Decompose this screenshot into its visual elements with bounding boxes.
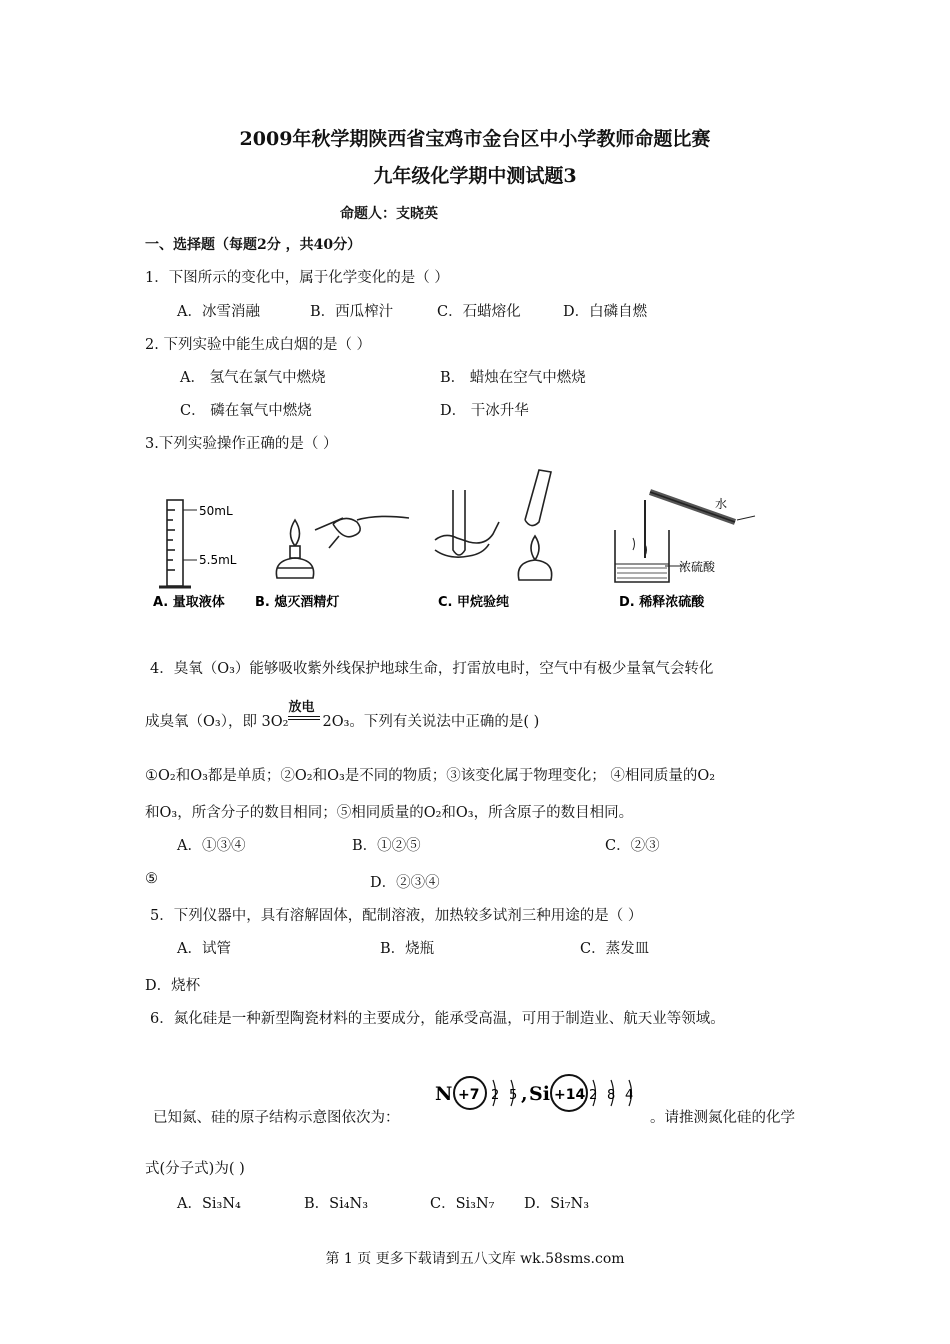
q4-line2-pre: 成臭氧（O₃），即 3O₂	[145, 714, 289, 730]
q2-stem: 2. 下列实验中能生成白烟的是（ ）	[145, 337, 372, 353]
q6-line1: 6．氮化硅是一种新型陶瓷材料的主要成分，能承受高温，可用于制造业、航天业等领域。	[150, 1011, 725, 1027]
q6-line3: 式(分子式)为( )	[145, 1161, 245, 1177]
q5-option-c: C．蒸发皿	[580, 941, 650, 957]
silicon-nucleus-charge: +14	[554, 1087, 586, 1103]
q6-line2-post: 。请推测氮化硅的化学	[650, 1110, 795, 1126]
section-heading: 一、选择题（每题2分 ，共40分）	[145, 237, 362, 253]
exam-title-line2: 九年级化学期中测试题3	[373, 165, 577, 187]
q4-line2-post: 2O₃。下列有关说法中正确的是( )	[322, 714, 540, 730]
caption-b: B. 熄灭酒精灯	[255, 595, 340, 610]
q4-option-c-cont: ⑤	[145, 871, 158, 887]
q1-option-c: C．石蜡熔化	[437, 304, 521, 320]
cylinder-label-5-5ml: 5.5mL	[199, 553, 237, 567]
q2-option-a: A． 氢气在氯气中燃烧	[180, 370, 326, 386]
label-conc-acid: 浓硫酸	[679, 560, 716, 574]
q4-option-b: B．①②⑤	[352, 838, 421, 854]
silicon-symbol: Si	[529, 1083, 550, 1105]
q1-stem: 1．下图所示的变化中，属于化学变化的是（ ）	[145, 270, 449, 286]
equal-sign	[288, 716, 320, 720]
nitrogen-shell-1: 2	[491, 1088, 500, 1103]
q6-option-a: A．Si₃N₄	[177, 1196, 241, 1212]
q1-option-b: B．西瓜榨汁	[310, 304, 394, 320]
caption-a: A. 量取液体	[153, 595, 225, 610]
q4-option-c: C．②③	[605, 838, 660, 854]
q4-line1: 4．臭氧（O₃）能够吸收紫外线保护地球生命，打雷放电时，空气中有极少量氧气会转化	[150, 661, 714, 677]
q3-figure	[145, 460, 765, 615]
q4-line2	[145, 700, 540, 731]
label-water: 水	[715, 497, 728, 511]
page-footer: 第 1 页 更多下载请到五八文库 wk.58sms.com	[325, 1251, 625, 1267]
graduated-cylinder-icon	[159, 500, 197, 587]
q1-option-d: D．白磷自燃	[563, 304, 648, 320]
silicon-shell-2: 8	[607, 1088, 616, 1103]
q3-stem: 3.下列实验操作正确的是（ ）	[145, 436, 338, 452]
q4-line3: ①O₂和O₃都是单质；②O₂和O₃是不同的物质；③该变化属于物理变化； ④相同质量的O₂	[145, 768, 716, 784]
q2-option-c: C． 磷在氧气中燃烧	[180, 403, 312, 419]
reaction-condition: 放电	[288, 700, 315, 715]
q6-option-c: C．Si₃N₇	[430, 1196, 495, 1212]
q2-option-b: B． 蜡烛在空气中燃烧	[440, 370, 586, 386]
q5-option-b: B．烧瓶	[380, 941, 435, 957]
exam-title-line1: 2009年秋学期陕西省宝鸡市金台区中小学教师命题比赛	[239, 128, 711, 150]
cylinder-label-50ml: 50mL	[199, 504, 233, 518]
q5-option-d: D．烧杯	[145, 978, 201, 994]
q6-line2-pre: 已知氮、硅的原子结构示意图依次为：	[153, 1110, 400, 1126]
q1-option-a: A．冰雪消融	[177, 304, 260, 320]
q2-option-d: D． 干冰升华	[440, 403, 529, 419]
caption-d: D. 稀释浓硫酸	[619, 595, 705, 610]
atom-separator: ,	[521, 1083, 528, 1105]
alcohol-lamp-icon	[276, 516, 409, 578]
q5-option-a: A．试管	[177, 941, 231, 957]
lab-operations-illustration	[145, 460, 765, 615]
reaction-arrow	[288, 700, 322, 724]
caption-c: C. 甲烷验纯	[438, 595, 510, 610]
nitrogen-nucleus-charge: +7	[458, 1087, 480, 1103]
nitrogen-shell-2: 5	[509, 1088, 518, 1103]
q4-option-a: A．①③④	[177, 838, 246, 854]
q5-stem: 5．下列仪器中，具有溶解固体，配制溶液，加热较多试剂三种用途的是（ ）	[150, 908, 643, 924]
q4-line4: 和O₃，所含分子的数目相同；⑤相同质量的O₂和O₃，所含原子的数目相同。	[145, 805, 634, 821]
methane-test-icon	[435, 470, 552, 580]
author-line: 命题人：支晓英	[340, 206, 438, 222]
q4-option-d: D．②③④	[370, 875, 440, 891]
silicon-shell-3: 4	[625, 1088, 634, 1103]
q6-option-b: B．Si₄N₃	[304, 1196, 369, 1212]
atomic-structure-diagram	[433, 1066, 648, 1122]
nitrogen-symbol: N	[435, 1083, 453, 1105]
q6-option-d: D．Si₇N₃	[524, 1196, 590, 1212]
silicon-shell-1: 2	[589, 1088, 598, 1103]
